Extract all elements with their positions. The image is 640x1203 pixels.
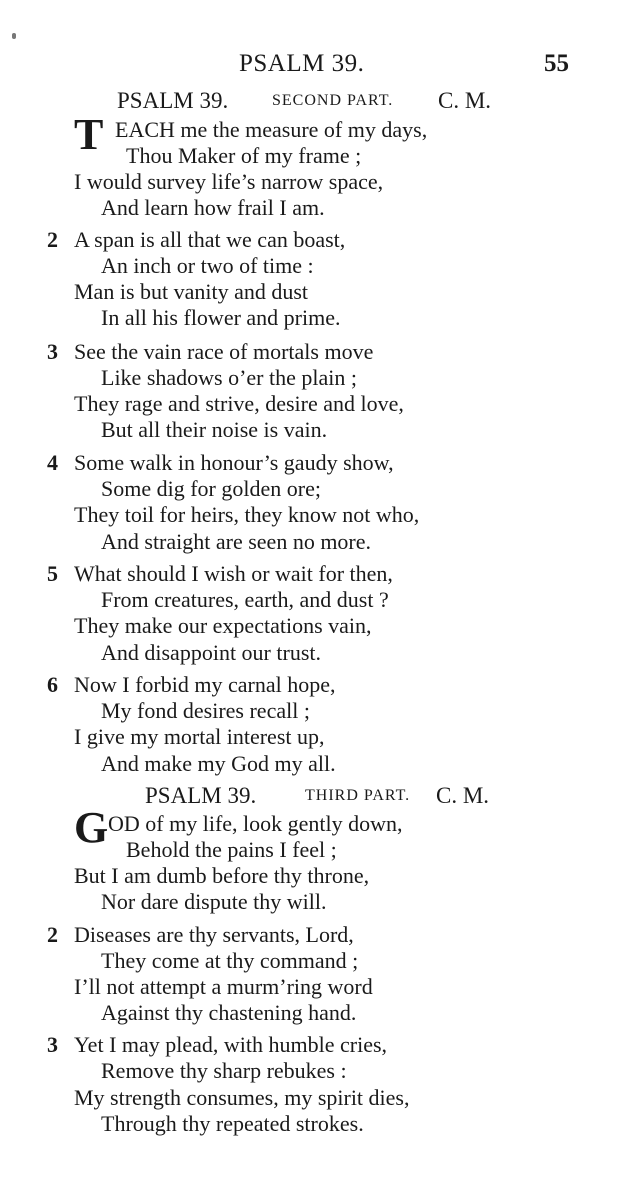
verse-line: I give my mortal interest up, [74, 724, 325, 749]
verse-line: OD of my life, look gently down, [108, 811, 403, 836]
verse-line: They come at thy command ; [101, 948, 359, 973]
verse-line: My fond desires recall ; [101, 698, 310, 723]
drop-cap: T [74, 110, 104, 159]
verse-line: And disappoint our trust. [101, 640, 321, 665]
verse-number: 4 [47, 450, 58, 475]
part-label: THIRD PART. [305, 787, 411, 804]
verse-line: But all their noise is vain. [101, 417, 328, 442]
verse-line: Remove thy sharp rebukes : [101, 1058, 347, 1083]
verse-line: And learn how frail I am. [101, 195, 325, 220]
verse-line: Some dig for golden ore; [101, 476, 321, 501]
meter-label: C. M. [436, 783, 490, 808]
verse-line: They make our expectations vain, [74, 613, 372, 638]
verse-line: A span is all that we can boast, [74, 227, 346, 252]
psalm-reference: PSALM 39. [145, 783, 257, 808]
part-label: SECOND PART. [272, 92, 394, 109]
psalm-reference: PSALM 39. [117, 88, 229, 113]
verse-line: Yet I may plead, with humble cries, [74, 1032, 388, 1057]
drop-cap: G [74, 803, 109, 852]
verse-line: Behold the pains I feel ; [126, 837, 337, 862]
verse-line: And straight are seen no more. [101, 529, 372, 554]
verse-line: See the vain race of mortals move [74, 339, 374, 364]
verse-number: 5 [47, 561, 58, 586]
verse-line: Through thy repeated strokes. [101, 1111, 364, 1136]
verse-number: 3 [47, 1032, 58, 1057]
verse-line: My strength consumes, my spirit dies, [74, 1085, 410, 1110]
verse-line: But I am dumb before thy throne, [74, 863, 370, 888]
meter-label: C. M. [438, 88, 492, 113]
verse-line: Man is but vanity and dust [74, 279, 309, 304]
verse-line: From creatures, earth, and dust ? [101, 587, 389, 612]
running-title: PSALM 39. [239, 50, 365, 77]
verse-line: Thou Maker of my frame ; [126, 143, 362, 168]
verse-number: 3 [47, 339, 58, 364]
verse-line: Some walk in honour’s gaudy show, [74, 450, 394, 475]
verse-line: I would survey life’s narrow space, [74, 169, 384, 194]
verse-number: 2 [47, 227, 58, 252]
verse-number: 6 [47, 672, 58, 697]
running-head [0, 50, 640, 82]
verse-line: Now I forbid my carnal hope, [74, 672, 336, 697]
verse-line: Nor dare dispute thy will. [101, 889, 327, 914]
verse-line: Like shadows o’er the plain ; [101, 365, 357, 390]
verse-line: EACH me the measure of my days, [115, 117, 428, 142]
ink-speck [12, 33, 16, 39]
verse-line: They toil for heirs, they know not who, [74, 502, 420, 527]
verse-line: I’ll not attempt a murm’ring word [74, 974, 373, 999]
page-number: 55 [544, 50, 569, 77]
verse-line: Against thy chastening hand. [101, 1000, 357, 1025]
verse-line: They rage and strive, desire and love, [74, 391, 404, 416]
verse-line: What should I wish or wait for then, [74, 561, 393, 586]
verse-line: And make my God my all. [101, 751, 336, 776]
verse-line: An inch or two of time : [101, 253, 314, 278]
verse-line: In all his flower and prime. [101, 305, 341, 330]
verse-line: Diseases are thy servants, Lord, [74, 922, 354, 947]
verse-number: 2 [47, 922, 58, 947]
